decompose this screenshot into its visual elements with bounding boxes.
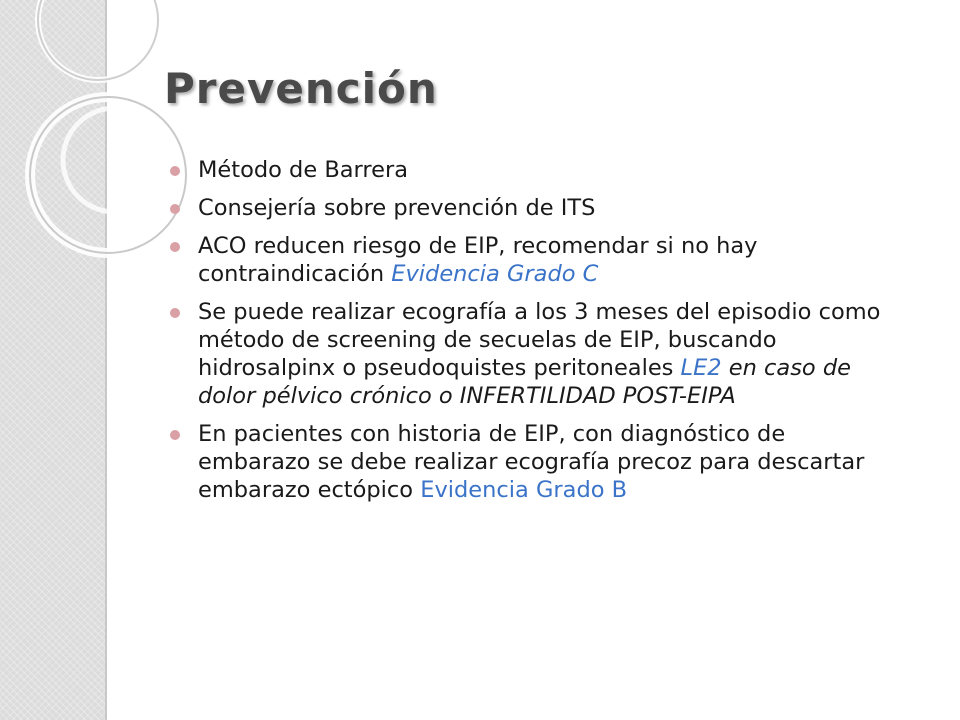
bullet-list <box>158 156 903 514</box>
slide-title: Prevención <box>164 64 438 113</box>
bullet-dot-icon <box>170 242 180 252</box>
evidence-level: LE2 <box>680 355 722 381</box>
bullet-item <box>158 156 903 184</box>
evidence-grade: Evidencia Grado C <box>391 261 599 287</box>
bullet-text: Consejería sobre prevención de ITS <box>198 195 596 221</box>
bullet-dot-icon <box>170 308 180 318</box>
bullet-item <box>158 194 903 222</box>
bullet-text: ACO reducen riesgo de EIP, recomendar si no hay contraindicación <box>198 233 758 287</box>
bullet-text: Método de Barrera <box>198 157 409 183</box>
bullet-item <box>158 298 903 410</box>
bullet-text: En pacientes con historia de EIP, con diagnóstico de embarazo se debe realizar ecografía precoz para descartar embarazo ectópico <box>198 421 865 503</box>
bullet-italic-text: en caso de dolor pélvico crónico o INFERTILIDAD POST-EIPA <box>198 355 851 409</box>
bullet-dot-icon <box>170 166 180 176</box>
bullet-dot-icon <box>170 204 180 214</box>
bullet-text: Se puede realizar ecografía a los 3 meses del episodio como método de screening de secuelas de EIP, buscando hidrosalpinx o pseudoquistes peritoneales <box>198 299 881 381</box>
bullet-item <box>158 232 903 288</box>
bullet-item <box>158 420 903 504</box>
bullet-dot-icon <box>170 430 180 440</box>
evidence-grade: Evidencia Grado B <box>420 477 628 503</box>
